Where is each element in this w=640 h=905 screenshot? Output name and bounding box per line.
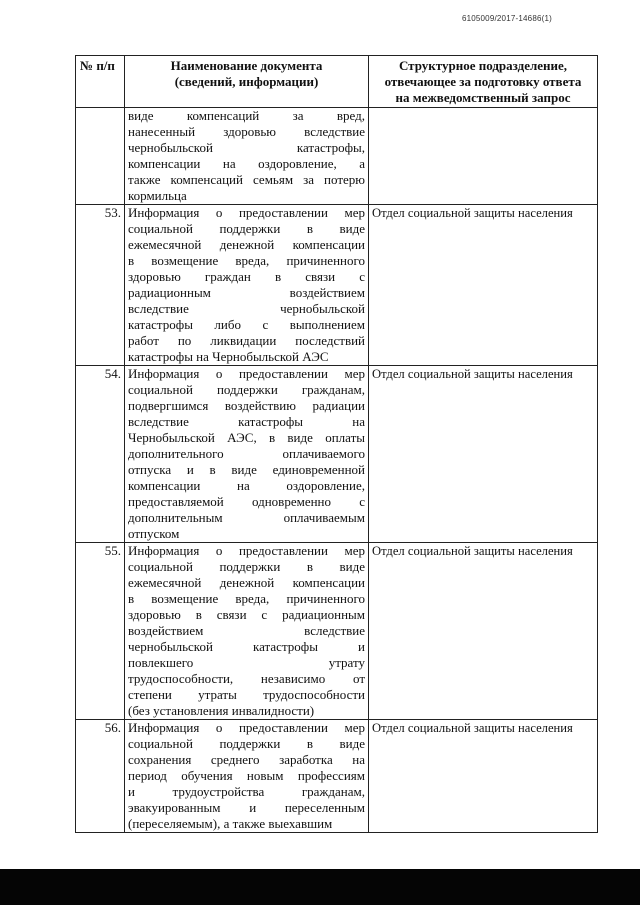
table-row (76, 108, 598, 205)
table-header-row (76, 56, 598, 108)
document-name-line: сохранения среднего заработка на (128, 752, 365, 767)
row-department: Отдел социальной защиты населения (369, 205, 598, 366)
document-name-line: отпуском (128, 526, 180, 541)
document-name-line: вследствие катастрофы на (128, 414, 365, 429)
document-name-line: ежемесячной денежной компенсации (128, 575, 365, 590)
document-name-line: вследствие чернобыльской (128, 301, 365, 316)
table-body (76, 108, 598, 833)
row-document-name (125, 720, 369, 833)
document-name-line: воздействием вследствие (128, 623, 365, 638)
document-name-line: работ по ликвидации последствий (128, 333, 365, 348)
row-department: Отдел социальной защиты населения (369, 543, 598, 720)
table-row (76, 720, 598, 833)
document-name-line: трудоспособности, независимо от (128, 671, 365, 686)
header-document-name-line1: Наименование документа (170, 58, 323, 73)
row-number (76, 108, 125, 205)
row-number: 56. (76, 720, 125, 833)
document-name-line: отпуска и в виде единовременной (128, 462, 365, 477)
document-name-line: степени утраты трудоспособности (128, 687, 365, 702)
header-department-line3: на межведомственный запрос (395, 90, 571, 105)
row-document-name (125, 543, 369, 720)
document-name-line: в возмещение вреда, причиненного (128, 253, 365, 268)
table-row (76, 366, 598, 543)
document-name-line: кормильца (128, 188, 187, 203)
document-name-line: нанесенный здоровью вследствие (128, 124, 365, 139)
header-department (369, 56, 598, 108)
header-department-line2: отвечающее за подготовку ответа (384, 74, 582, 89)
document-name-line: дополнительного оплачиваемого (128, 446, 365, 461)
document-name-line: Информация о предоставлении мер (128, 720, 365, 735)
scan-bottom-border (0, 869, 640, 905)
document-name-line: предоставляемой одновременно с (128, 494, 365, 509)
document-name-line: Информация о предоставлении мер (128, 543, 365, 558)
row-document-name (125, 205, 369, 366)
document-name-line: (переселяемым), а также выехавшим (128, 816, 333, 831)
document-name-line: (без установления инвалидности) (128, 703, 315, 718)
document-name-line: подвергшимся воздействию радиации (128, 398, 365, 413)
document-name-line: эвакуированным и переселенным (128, 800, 365, 815)
document-name-line: Информация о предоставлении мер (128, 205, 365, 220)
document-name-line: социальной поддержки в виде (128, 559, 365, 574)
document-name-line: компенсации на оздоровление, (128, 478, 365, 493)
row-number: 53. (76, 205, 125, 366)
document-table (75, 55, 598, 833)
document-name-line: катастрофы либо с выполнением (128, 317, 365, 332)
table-row (76, 543, 598, 720)
document-name-line: радиационным воздействием (128, 285, 365, 300)
row-number: 55. (76, 543, 125, 720)
document-name-line: социальной поддержки гражданам, (128, 382, 365, 397)
document-name-line: катастрофы на Чернобыльской АЭС (128, 349, 329, 364)
header-department-line1: Структурное подразделение, (398, 58, 568, 73)
document-name-line: дополнительным оплачиваемым (128, 510, 365, 525)
header-number: № п/п (76, 56, 125, 108)
header-document-name-line2: (сведений, информации) (174, 74, 319, 89)
document-name-line: чернобыльской катастрофы и (128, 639, 365, 654)
row-department: Отдел социальной защиты населения (369, 366, 598, 543)
document-code: 6105009/2017-14686(1) (461, 14, 552, 23)
document-name-line: повлекшего утрату (128, 655, 365, 670)
row-document-name (125, 108, 369, 205)
document-name-line: чернобыльской катастрофы, (128, 140, 365, 155)
row-document-name (125, 366, 369, 543)
document-name-line: здоровью в связи с радиационным (128, 607, 365, 622)
document-name-line: социальной поддержки в виде (128, 736, 365, 751)
document-name-line: также компенсаций семьям за потерю (128, 172, 365, 187)
document-name-line: Чернобыльской АЭС, в виде оплаты (128, 430, 365, 445)
document-name-line: период обучения новым профессиям (128, 768, 365, 783)
document-name-line: компенсации на оздоровление, а (128, 156, 365, 171)
document-name-line: ежемесячной денежной компенсации (128, 237, 365, 252)
document-name-line: виде компенсаций за вред, (128, 108, 365, 123)
row-number: 54. (76, 366, 125, 543)
document-name-line: Информация о предоставлении мер (128, 366, 365, 381)
header-document-name (125, 56, 369, 108)
document-name-line: и трудоустройства гражданам, (128, 784, 365, 799)
row-department (369, 108, 598, 205)
row-department: Отдел социальной защиты населения (369, 720, 598, 833)
document-name-line: здоровью граждан в связи с (128, 269, 365, 284)
document-name-line: в возмещение вреда, причиненного (128, 591, 365, 606)
table-row (76, 205, 598, 366)
document-name-line: социальной поддержки в виде (128, 221, 365, 236)
